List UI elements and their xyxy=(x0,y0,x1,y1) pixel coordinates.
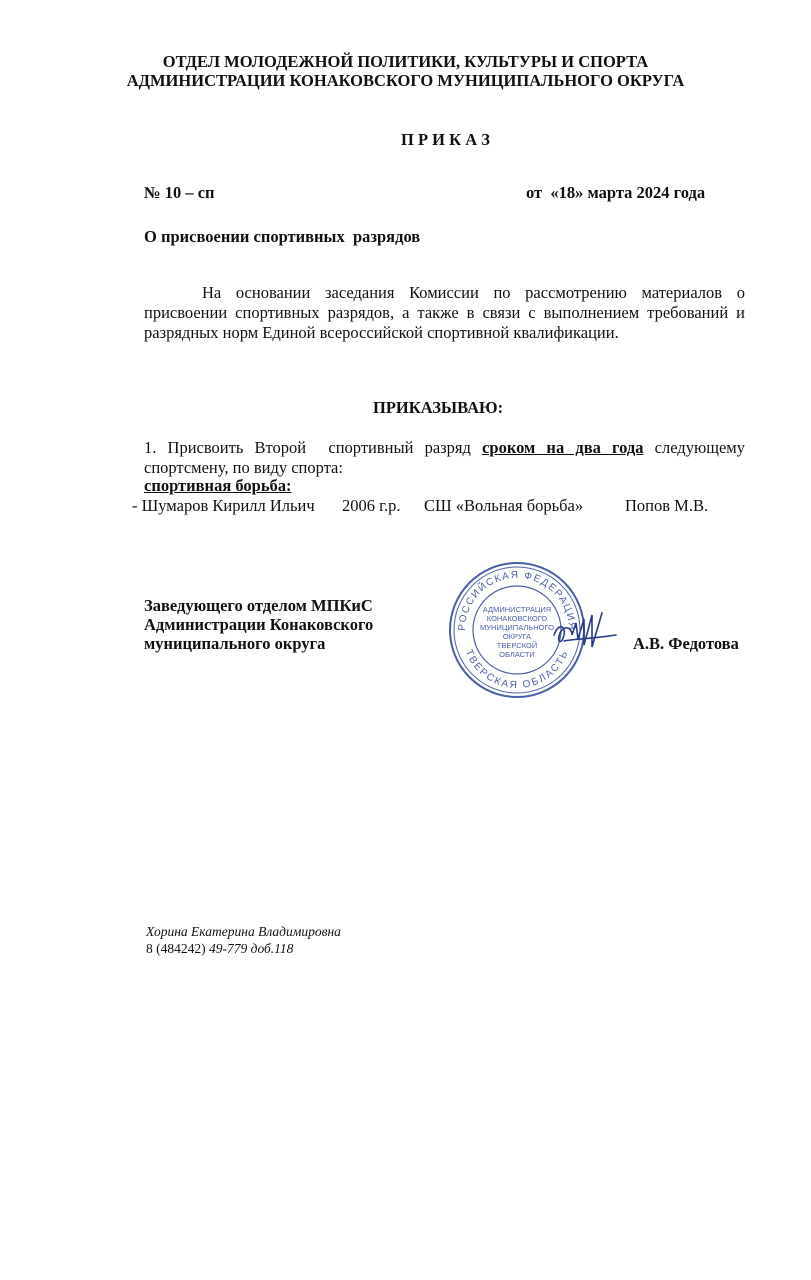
order-word: ПРИКАЗЫВАЮ: xyxy=(373,398,504,417)
seal-inner-line3: МУНИЦИПАЛЬНОГО xyxy=(480,623,554,632)
athlete-coach: Попов М.В. xyxy=(625,496,709,515)
item1-suffix: следующему спортсмену, по виду спорта: xyxy=(144,438,750,477)
seal-inner-line4: ОКРУГА xyxy=(502,632,532,641)
order-number: № 10 – сп xyxy=(144,183,215,202)
seal-inner-line6: ОБЛАСТИ xyxy=(499,650,535,659)
executor-phone xyxy=(146,941,293,957)
signer-name: А.В. Федотова xyxy=(633,634,739,653)
item1-prefix: 1. Присвоить Второй спортивный разряд xyxy=(144,438,483,457)
seal-outer-bottom: ТВЕРСКАЯ ОБЛАСТЬ xyxy=(462,647,572,692)
org-name-line2: АДМИНИСТРАЦИИ КОНАКОВСКОГО МУНИЦИПАЛЬНОГО ОКРУГА xyxy=(126,71,685,90)
basis-paragraph: На основании заседания Комиссии по рассмотрению материалов о присвоении спортивных разрядов, а также в связи с выполнением требований и разрядных норм Единой всероссийской спортивной квалификации. xyxy=(144,283,745,342)
athlete-row xyxy=(0,496,811,518)
item1-emphasis: сроком на два года xyxy=(482,438,644,457)
athlete-birth-year: 2006 г.р. xyxy=(342,496,401,515)
sport-type: спортивная борьба: xyxy=(144,476,292,495)
handwritten-signature xyxy=(550,605,620,660)
order-subject: О присвоении спортивных разрядов xyxy=(144,227,421,246)
executor-name: Хорина Екатерина Владимировна xyxy=(146,924,341,939)
signer-position-line3: муниципального округа xyxy=(144,634,326,653)
seal-outer-top: РОССИЙСКАЯ ФЕДЕРАЦИЯ xyxy=(456,569,578,632)
doc-type-title: П Р И К А З xyxy=(401,130,490,149)
athlete-name: - Шумаров Кирилл Ильич xyxy=(132,496,315,515)
order-date: от «18» марта 2024 года xyxy=(526,183,706,202)
org-name-line1: ОТДЕЛ МОЛОДЕЖНОЙ ПОЛИТИКИ, КУЛЬТУРЫ И СПОРТА xyxy=(162,52,649,71)
athlete-school: СШ «Вольная борьба» xyxy=(424,496,584,515)
signer-position-line2: Администрации Конаковского xyxy=(144,615,374,634)
seal-inner-line2: КОНАКОВСКОГО xyxy=(486,614,548,623)
signer-position-line1: Заведующего отделом МПКиС xyxy=(144,596,373,615)
executor-phone-prefix: 8 (484242) xyxy=(146,941,209,956)
seal-inner-line5: ТВЕРСКОЙ xyxy=(496,641,538,650)
seal-inner-line1: АДМИНИСТРАЦИЯ xyxy=(482,605,552,614)
executor-phone-rest: 49-779 доб.118 xyxy=(209,941,294,956)
order-item-1 xyxy=(144,438,750,478)
